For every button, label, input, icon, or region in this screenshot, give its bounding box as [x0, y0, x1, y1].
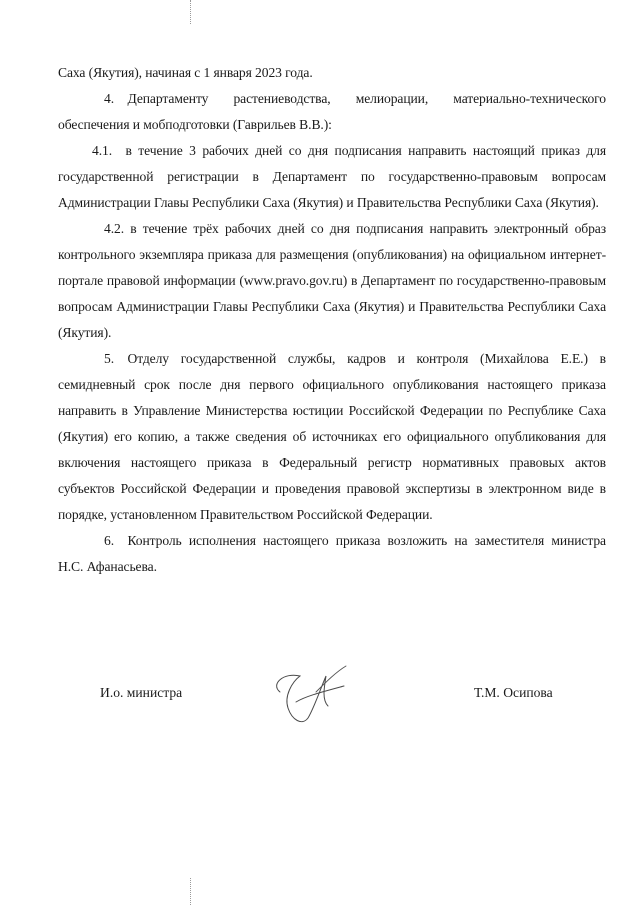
fold-mark-bottom	[190, 878, 191, 905]
signatory-name: Т.М. Осипова	[474, 685, 553, 700]
document-body	[58, 60, 606, 580]
handwritten-signature	[266, 662, 356, 732]
paragraph-item-5: 5. Отделу государственной службы, кадров и контроля (Михайлова Е.Е.) в семидневный срок после дня первого официального опубликования настоящего приказа направить в Управление Министерства юстиции Российской Федерации по Республике Саха (Якутия) его копию, а также сведения об источниках его официального опубликования для включения настоящего приказа в Федеральный регистр нормативных правовых актов субъектов Российской Федерации и проведения правовой экспертизы в электронном виде в порядке, установленном Правительством Российской Федерации.	[58, 351, 606, 522]
paragraph-item-4: 4. Департаменту растениеводства, мелиорации, материально-технического обеспечения и мобподготовки (Гаврильев В.В.):	[58, 91, 606, 132]
signatory-title: И.о. министра	[100, 685, 183, 700]
paragraph-item-4-1: 4.1. в течение 3 рабочих дней со дня подписания направить настоящий приказ для государственной регистрации в Департамент по государственно-правовым вопросам Администрации Главы Республики Саха (Якутия) и Правительства Республики Саха (Якутия).	[58, 143, 606, 210]
paragraph-item-4-2: 4.2. в течение трёх рабочих дней со дня подписания направить электронный образ контрольного экземпляра приказа для размещения (опубликования) на официальном интернет-портале правовой информации (www.pravo.gov.ru) в Департамент по государственно-правовым вопросам Администрации Главы Республики Саха (Якутия) и Правительства Республики Саха (Якутия).	[58, 221, 606, 340]
fold-mark-top	[190, 0, 191, 24]
paragraph-item-6: 6. Контроль исполнения настоящего приказа возложить на заместителя министра Н.С. Афанасьева.	[58, 533, 606, 574]
paragraph-continuation: Саха (Якутия), начиная с 1 января 2023 года.	[58, 65, 313, 80]
